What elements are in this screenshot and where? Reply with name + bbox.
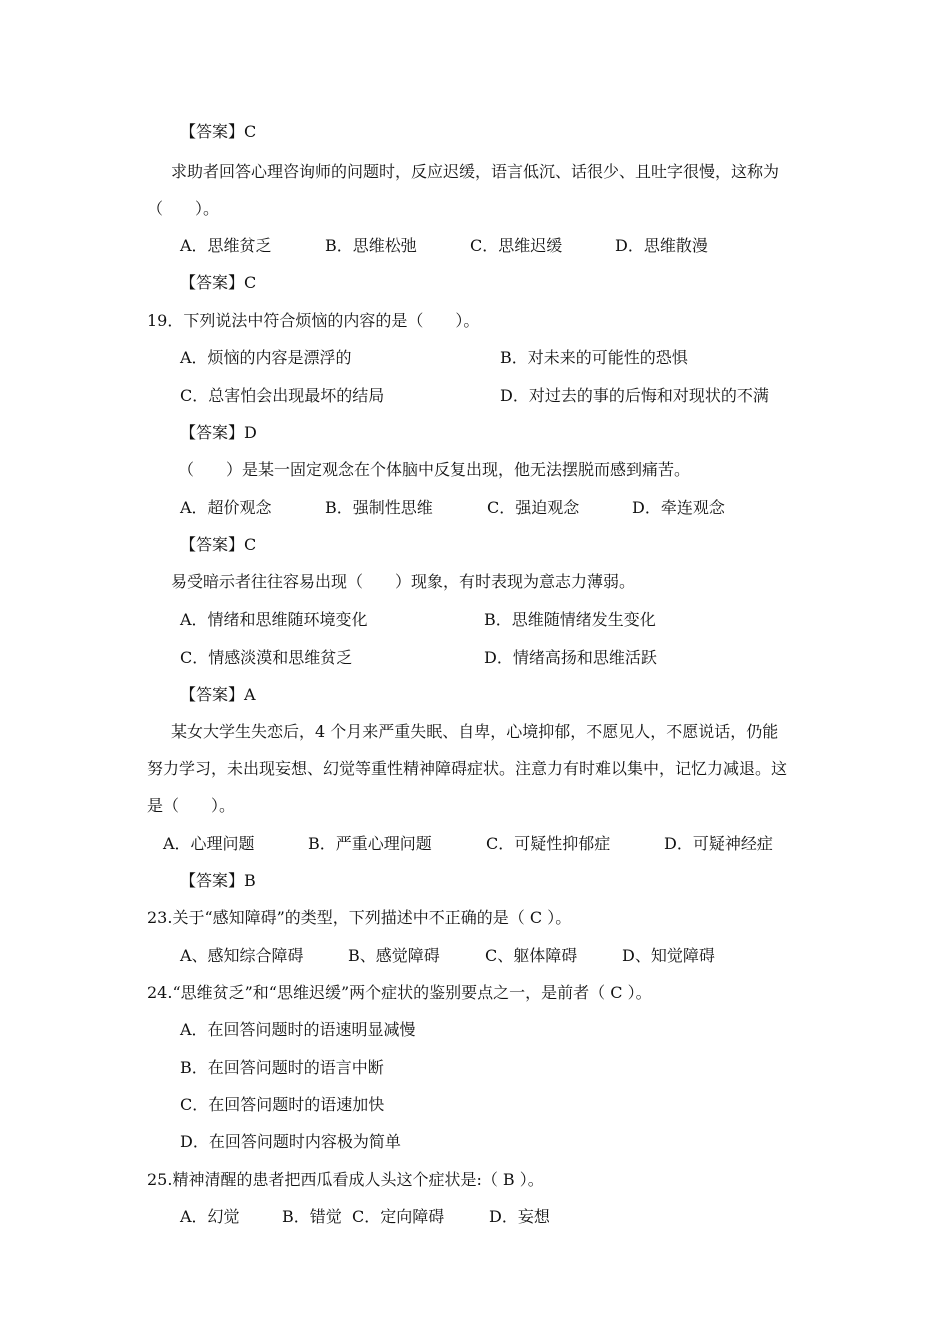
question-23-option-a: A、感知综合障碍 bbox=[180, 946, 304, 965]
question-23-option-d: D、知觉障碍 bbox=[622, 946, 715, 965]
question-25-stem: 25.精神清醒的患者把西瓜看成人头这个症状是:（ B ）。 bbox=[147, 1170, 544, 1189]
question-18-stem-line2: （ ）。 bbox=[147, 199, 220, 218]
answer-q19: 【答案】D bbox=[180, 423, 257, 442]
answer-q17: 【答案】C bbox=[180, 122, 257, 141]
question-23-option-b: B、感觉障碍 bbox=[348, 946, 440, 965]
question-19-option-b: B．对未来的可能性的恐惧 bbox=[500, 348, 688, 367]
question-22-stem-line1: 某女大学生失恋后，4 个月来严重失眠、自卑，心境抑郁，不愿见人，不愿说话，仍能 bbox=[171, 722, 779, 741]
question-20-option-c: C．强迫观念 bbox=[487, 498, 580, 517]
question-21-option-c: C．情感淡漠和思维贫乏 bbox=[180, 648, 353, 667]
question-24-option-d: D．在回答问题时内容极为简单 bbox=[180, 1132, 401, 1151]
question-21-option-a: A．情绪和思维随环境变化 bbox=[180, 610, 368, 629]
question-20-stem: （ ）是某一固定观念在个体脑中反复出现，他无法摆脱而感到痛苦。 bbox=[178, 460, 691, 479]
answer-q18: 【答案】C bbox=[180, 273, 257, 292]
question-22-option-b: B．严重心理问题 bbox=[308, 834, 432, 853]
question-24-option-a: A．在回答问题时的语速明显减慢 bbox=[180, 1020, 416, 1039]
question-22-stem-line2: 努力学习，未出现妄想、幻觉等重性精神障碍症状。注意力有时难以集中，记忆力减退。这 bbox=[147, 759, 788, 778]
question-19-stem: 19．下列说法中符合烦恼的内容的是（ ）。 bbox=[147, 311, 480, 330]
question-19-option-a: A．烦恼的内容是漂浮的 bbox=[180, 348, 352, 367]
question-18-option-a: A．思维贫乏 bbox=[180, 236, 272, 255]
question-21-option-d: D．情绪高扬和思维活跃 bbox=[484, 648, 657, 667]
question-25-option-d: D．妄想 bbox=[489, 1207, 550, 1226]
question-18-option-d: D．思维散漫 bbox=[615, 236, 708, 255]
question-20-option-d: D．牵连观念 bbox=[632, 498, 725, 517]
question-18-option-b: B．思维松弛 bbox=[325, 236, 417, 255]
question-22-option-d: D．可疑神经症 bbox=[664, 834, 773, 853]
question-25-option-a: A．幻觉 bbox=[180, 1207, 240, 1226]
question-23-stem: 23.关于“感知障碍”的类型，下列描述中不正确的是（ C ）。 bbox=[147, 908, 572, 927]
question-25-option-b: B．错觉 bbox=[282, 1207, 342, 1226]
question-18-stem-line1: 求助者回答心理咨询师的问题时，反应迟缓，语言低沉、话很少、且吐字很慢，这称为 bbox=[171, 162, 780, 181]
question-22-option-c: C．可疑性抑郁症 bbox=[486, 834, 611, 853]
answer-q22: 【答案】B bbox=[180, 871, 256, 890]
question-20-option-b: B．强制性思维 bbox=[325, 498, 433, 517]
question-20-option-a: A．超价观念 bbox=[180, 498, 272, 517]
question-19-option-c: C．总害怕会出现最坏的结局 bbox=[180, 386, 385, 405]
question-19-option-d: D．对过去的事的后悔和对现状的不满 bbox=[500, 386, 769, 405]
answer-q20: 【答案】C bbox=[180, 535, 257, 554]
question-21-option-b: B．思维随情绪发生变化 bbox=[484, 610, 656, 629]
question-24-option-c: C．在回答问题时的语速加快 bbox=[180, 1095, 385, 1114]
question-18-option-c: C．思维迟缓 bbox=[470, 236, 563, 255]
question-25-option-c: C．定向障碍 bbox=[352, 1207, 445, 1226]
question-22-option-a: A．心理问题 bbox=[163, 834, 255, 853]
question-23-option-c: C、躯体障碍 bbox=[485, 946, 578, 965]
question-22-stem-line3: 是（ ）。 bbox=[147, 796, 236, 815]
answer-q21: 【答案】A bbox=[180, 685, 256, 704]
question-21-stem: 易受暗示者往往容易出现（ ）现象，有时表现为意志力薄弱。 bbox=[171, 572, 636, 591]
question-24-option-b: B．在回答问题时的语言中断 bbox=[180, 1058, 384, 1077]
question-24-stem: 24.“思维贫乏”和“思维迟缓”两个症状的鉴别要点之一，是前者（ C ）。 bbox=[147, 983, 652, 1002]
